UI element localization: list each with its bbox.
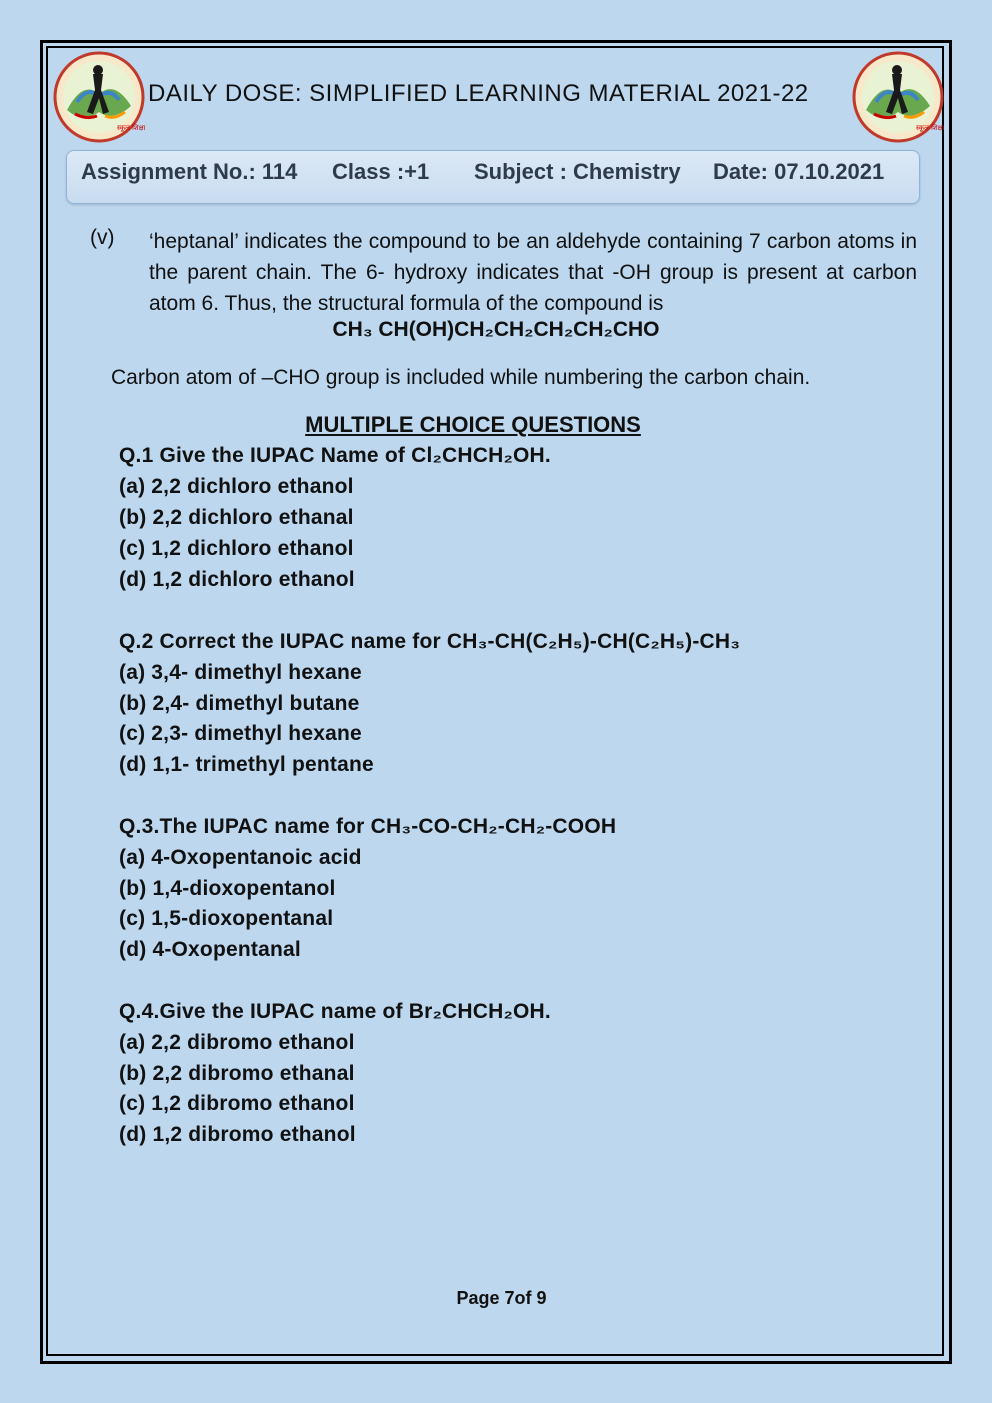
page-number: Page 7of 9	[456, 1288, 547, 1308]
question-4: Q.4.Give the IUPAC name of Br₂CHCH₂OH.	[119, 1000, 551, 1023]
subject-label: Subject : Chemistry	[474, 159, 681, 184]
school-emblem-icon	[852, 50, 944, 144]
option-4d: (d) 1,2 dibromo ethanol	[119, 1123, 356, 1146]
option-4c: (c) 1,2 dibromo ethanol	[119, 1092, 355, 1115]
option-4a: (a) 2,2 dibromo ethanol	[119, 1031, 355, 1054]
option-3a: (a) 4-Oxopentanoic acid	[119, 846, 362, 869]
option-2b: (b) 2,4- dimethyl butane	[119, 692, 360, 715]
svg-text:स्कूल शिक्षा: स्कूल शिक्षा	[117, 124, 145, 132]
explanation-paragraph: ‘heptanal’ indicates the compound to be an aldehyde containing 7 carbon atoms in the parent chain. The 6- hydroxy indicates that -OH group is present at carbon atom 6. Thus, the structural formula of the compound is	[149, 230, 917, 315]
option-2c: (c) 2,3- dimethyl hexane	[119, 722, 362, 745]
question-3: Q.3.The IUPAC name for CH₃-CO-CH₂-CH₂-COOH	[119, 815, 617, 838]
option-2a: (a) 3,4- dimethyl hexane	[119, 661, 362, 684]
assignment-bar	[66, 150, 920, 204]
option-3b: (b) 1,4-dioxopentanol	[119, 877, 336, 900]
question-1: Q.1 Give the IUPAC Name of Cl₂CHCH₂OH.	[119, 444, 551, 467]
school-emblem-icon	[53, 50, 145, 144]
option-4b: (b) 2,2 dibromo ethanal	[119, 1062, 355, 1085]
assignment-number: Assignment No.: 114	[81, 159, 298, 184]
mcq-heading: MULTIPLE CHOICE QUESTIONS	[305, 412, 641, 437]
option-2d: (d) 1,1- trimethyl pentane	[119, 753, 374, 776]
option-1c: (c) 1,2 dichloro ethanol	[119, 537, 354, 560]
item-marker: (v)	[90, 226, 115, 249]
structural-formula: CH₃ CH(OH)CH₂CH₂CH₂CH₂CHO	[332, 318, 660, 341]
option-3c: (c) 1,5-dioxopentanal	[119, 907, 334, 930]
svg-text:स्कूल शिक्षा: स्कूल शिक्षा	[916, 124, 944, 132]
class-label: Class :+1	[332, 159, 430, 184]
option-1a: (a) 2,2 dichloro ethanol	[119, 475, 354, 498]
option-3d: (d) 4-Oxopentanal	[119, 938, 301, 961]
question-2: Q.2 Correct the IUPAC name for CH₃-CH(C₂H₅)-CH(C₂H₅)-CH₃	[119, 630, 741, 653]
date-label: Date: 07.10.2021	[713, 159, 885, 184]
numbering-note: Carbon atom of –CHO group is included while numbering the carbon chain.	[111, 366, 811, 389]
option-1d: (d) 1,2 dichloro ethanol	[119, 568, 355, 591]
page-title: DAILY DOSE: SIMPLIFIED LEARNING MATERIAL 2021-22	[148, 80, 809, 107]
option-1b: (b) 2,2 dichloro ethanal	[119, 506, 354, 529]
